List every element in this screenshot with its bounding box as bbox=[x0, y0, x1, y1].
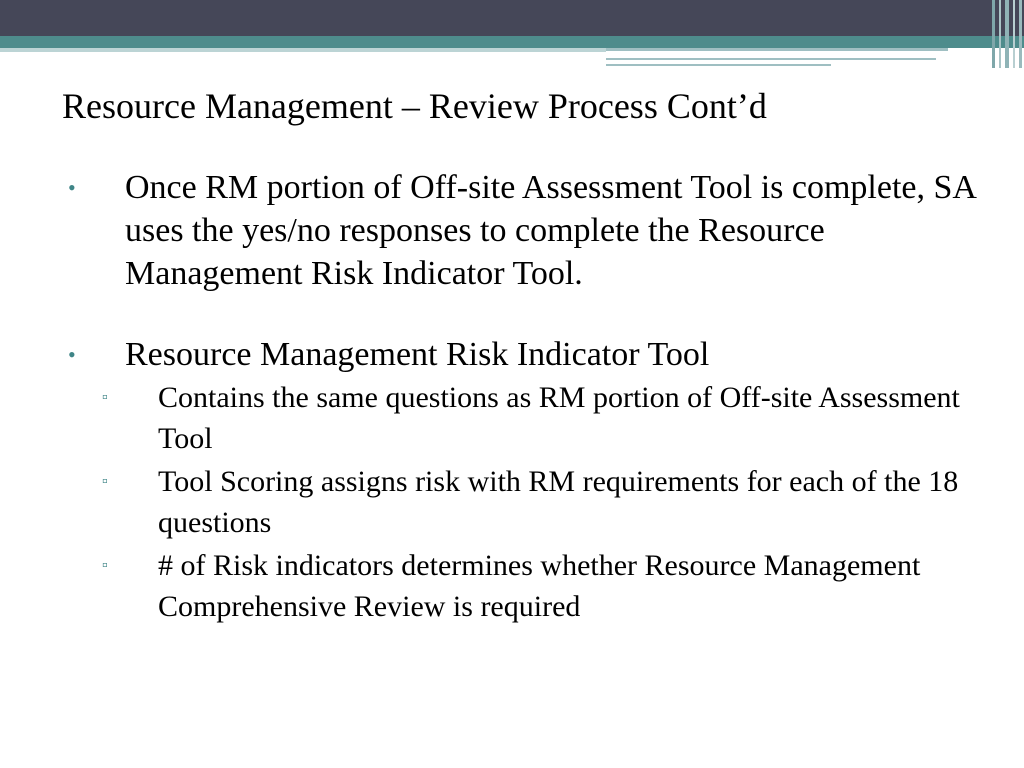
header-dark-band bbox=[0, 0, 1024, 36]
header-vertical-stripe bbox=[1019, 0, 1022, 68]
bullet-text: Resource Management Risk Indicator Tool bbox=[125, 336, 710, 373]
square-bullet-icon: ▫ bbox=[102, 473, 108, 490]
square-bullet-icon: ▫ bbox=[102, 557, 108, 574]
bullet-dot-icon: • bbox=[68, 342, 76, 367]
sub-bullet-text: Contains the same questions as RM portion of Off-site Assessment Tool bbox=[158, 381, 960, 455]
sub-bullet-item bbox=[0, 545, 988, 627]
header-stripe bbox=[606, 64, 831, 66]
sub-bullet-text: Tool Scoring assigns risk with RM requirements for each of the 18 questions bbox=[158, 465, 959, 539]
header-light-band bbox=[0, 48, 606, 52]
header-vertical-stripe bbox=[1013, 0, 1015, 68]
bullet-dot-icon: • bbox=[68, 175, 76, 200]
sub-bullet-text: # of Risk indicators determines whether Resource Management Comprehensive Review is required bbox=[158, 549, 921, 623]
header-vertical-stripe bbox=[992, 0, 995, 68]
slide-title: Resource Management – Review Process Cont’d bbox=[62, 86, 767, 126]
header-vertical-stripe bbox=[1005, 0, 1009, 68]
bullet-text: Once RM portion of Off-site Assessment Tool is complete, SA uses the yes/no responses to complete the Resource Management Risk Indicator Tool. bbox=[125, 169, 976, 292]
header-vertical-stripe bbox=[999, 0, 1001, 68]
bullet-item bbox=[0, 166, 985, 295]
bullet-list bbox=[0, 166, 1024, 627]
header-stripe bbox=[606, 48, 948, 51]
header-stripe bbox=[606, 58, 936, 60]
sub-bullet-item bbox=[0, 461, 988, 543]
sub-bullet-item bbox=[0, 377, 988, 459]
bullet-item bbox=[0, 333, 985, 376]
header-teal-band bbox=[0, 36, 1024, 48]
square-bullet-icon: ▫ bbox=[102, 389, 108, 406]
